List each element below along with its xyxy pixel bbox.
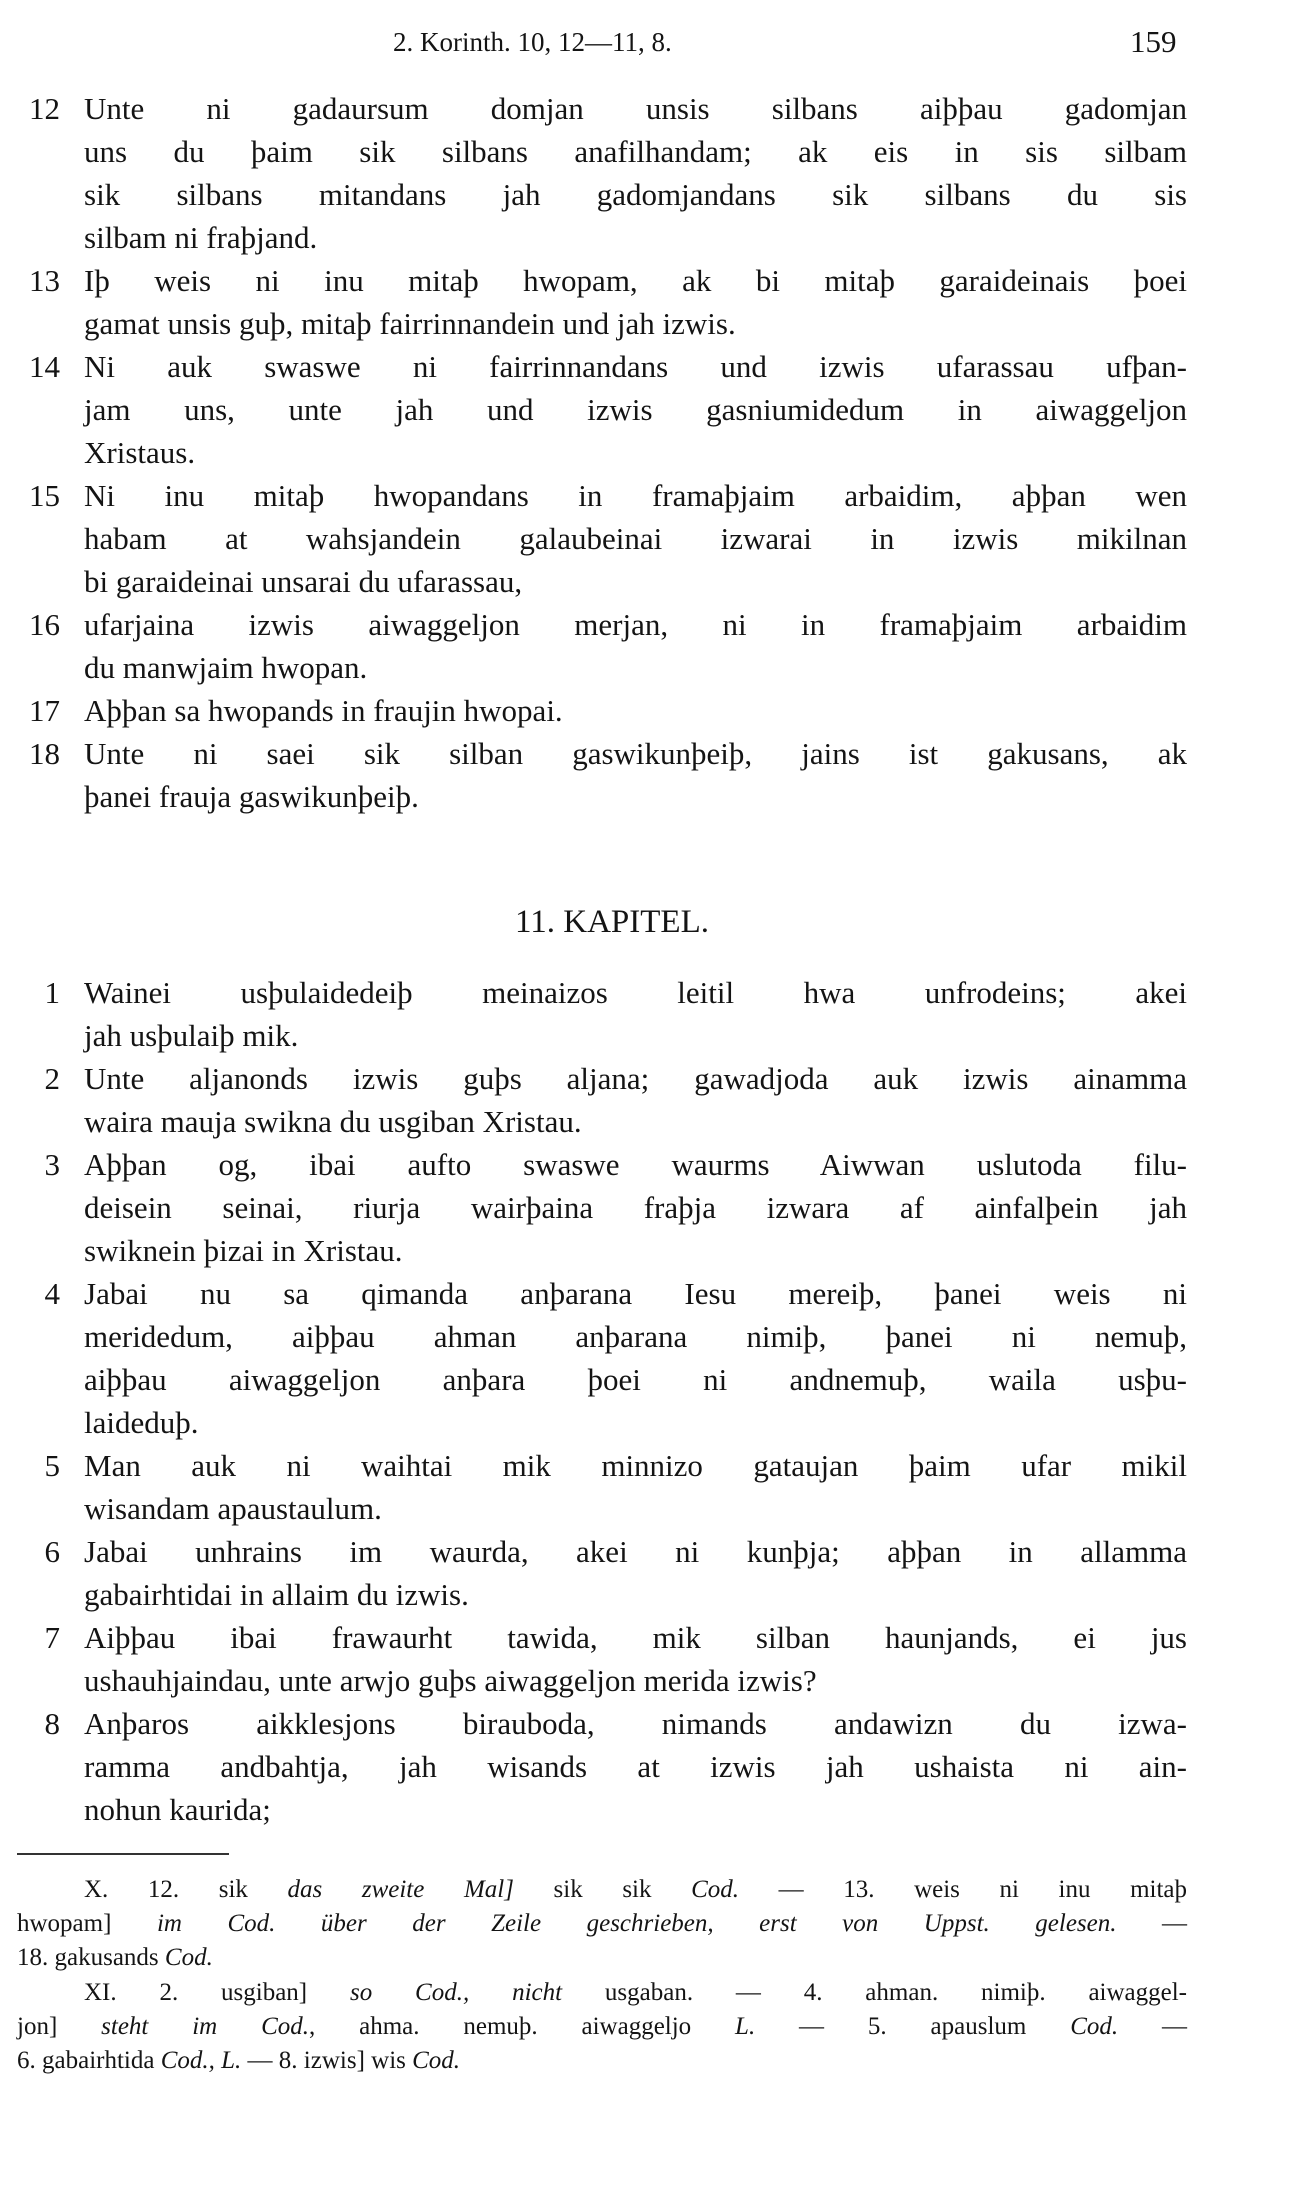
footnote-text: sik sik <box>513 1876 692 1903</box>
footnote-italic-text: steht im Cod. <box>101 2013 309 2040</box>
verse-number: 6 <box>44 1534 60 1569</box>
footnote-text <box>469 1979 512 2006</box>
chapter-title-text: 11. KAPITEL. <box>514 904 709 940</box>
running-head: 2. Korinth. 10, 12—11, 8. <box>393 27 672 57</box>
verse-number: 1 <box>44 975 60 1010</box>
verse-line: Ni auk swaswe ni fairrinnandans und izwis ufarassau ufþan- <box>84 349 1187 384</box>
footnote-italic-text: Cod. <box>164 1944 213 1971</box>
verse-line: Xristaus. <box>84 435 196 470</box>
footnote-line <box>17 2044 1187 2078</box>
verse-line: wisandam apaustaulum. <box>84 1491 382 1526</box>
verse-number: 18 <box>29 736 60 771</box>
verse-line: Aiþþau ibai frawaurht tawida, mik silban haunjands, ei jus <box>84 1620 1187 1655</box>
verse-number: 7 <box>44 1620 60 1655</box>
footnote-italic-text: im Cod. über der Zeile geschrieben, erst von Uppst. gelesen. <box>156 1910 1117 1937</box>
verse-line: sik silbans mitandans jah gadomjandans sik silbans du sis <box>84 177 1187 212</box>
verse-line: aiþþau aiwaggeljon anþara þoei ni andnemuþ, waila usþu- <box>84 1362 1187 1397</box>
footnote-divider <box>17 1853 229 1855</box>
page-number: 159 <box>1130 24 1177 59</box>
verse-number: 4 <box>44 1276 60 1311</box>
verse-line: deisein seinai, riurja wairþaina fraþja izwara af ainfalþein jah <box>84 1190 1187 1225</box>
verse-number: 2 <box>44 1061 60 1096</box>
verse-line: meridedum, aiþþau ahman anþarana nimiþ, þanei ni nemuþ, <box>84 1319 1187 1354</box>
verse-line: Anþaros aikklesjons birauboda, nimands andawizn du izwa- <box>84 1706 1187 1741</box>
verse-number: 5 <box>44 1448 60 1483</box>
footnote-line <box>17 2010 1187 2044</box>
verse-line: silbam ni fraþjand. <box>84 220 318 255</box>
verse-number: 8 <box>44 1706 60 1741</box>
footnote-text: — <box>1118 2013 1187 2040</box>
footnote-line <box>84 1976 1187 2010</box>
verse-line: laideduþ. <box>84 1405 199 1440</box>
verse-line: du manwjaim hwopan. <box>84 650 368 685</box>
footnote-italic-text: nicht <box>512 1979 563 2006</box>
footnote-text: , ahma. nemuþ. aiwaggeljo <box>309 2013 736 2040</box>
verse-number: 13 <box>29 263 60 298</box>
verse-line: Unte ni saei sik silban gaswikunþeiþ, jains ist gakusans, ak <box>84 736 1187 771</box>
footnote-text: — 5. apauslum <box>755 2013 1071 2040</box>
footnote-line <box>17 1907 1187 1941</box>
verse-line: gabairhtidai in allaim du izwis. <box>84 1577 469 1612</box>
footnote-italic-text: L. <box>735 2013 756 2040</box>
footnote-text: 6. gabairhtida <box>17 2047 161 2074</box>
verse-number: 12 <box>29 91 60 126</box>
verse-number: 14 <box>29 349 60 384</box>
footnote-text: X. 12. sik <box>84 1876 288 1903</box>
verse-line: ufarjaina izwis aiwaggeljon merjan, ni in framaþjaim arbaidim <box>84 607 1187 642</box>
verse-line: Jabai unhrains im waurda, akei ni kunþja; aþþan in allamma <box>84 1534 1187 1569</box>
verse-line: Aþþan sa hwopands in fraujin hwopai. <box>84 693 563 728</box>
verse-line: habam at wahsjandein galaubeinai izwarai in izwis mikilnan <box>84 521 1187 556</box>
verse-number: 15 <box>29 478 60 513</box>
verse-line: Unte aljanonds izwis guþs aljana; gawadjoda auk izwis ainamma <box>84 1061 1187 1096</box>
verse-line: jah usþulaiþ mik. <box>84 1018 299 1053</box>
footnote-italic-text: das zweite Mal] <box>287 1876 514 1903</box>
footnote-italic-text: Cod. <box>1070 2013 1119 2040</box>
footnote-text: — 8. izwis] wis <box>241 2047 413 2074</box>
verse-number: 16 <box>29 607 60 642</box>
footnote-text: XI. 2. usgiban] <box>84 1979 350 2006</box>
verse-line: waira mauja swikna du usgiban Xristau. <box>84 1104 582 1139</box>
verse-line: uns du þaim sik silbans anafilhandam; ak eis in sis silbam <box>84 134 1187 169</box>
footnote-line <box>84 1873 1187 1907</box>
footnote-text: hwopam] <box>17 1910 157 1937</box>
verse-line: nohun kaurida; <box>84 1792 271 1827</box>
footnote-italic-text: so Cod., <box>349 1979 470 2006</box>
verse-line: jam uns, unte jah und izwis gasniumidedum in aiwaggeljon <box>84 392 1187 427</box>
verse-number: 17 <box>29 693 60 728</box>
footnote-italic-text: Cod., L. <box>160 2047 242 2074</box>
verse-line: Iþ weis ni inu mitaþ hwopam, ak bi mitaþ garaideinais þoei <box>84 263 1187 298</box>
verse-line: swiknein þizai in Xristau. <box>84 1233 403 1268</box>
footnote-text: — <box>1116 1910 1188 1937</box>
footnote-line <box>17 1941 1187 1975</box>
footnote-text: 18. gakusands <box>17 1944 165 1971</box>
verse-line: Unte ni gadaursum domjan unsis silbans aiþþau gadomjan <box>84 91 1187 126</box>
verse-line: þanei frauja gaswikunþeiþ. <box>84 779 419 814</box>
chapter-title <box>0 900 1304 944</box>
footnote-italic-text: Cod. <box>412 2047 461 2074</box>
verse-line: ushauhjaindau, unte arwjo guþs aiwaggeljon merida izwis? <box>84 1663 817 1698</box>
verse-line: Aþþan og, ibai aufto swaswe waurms Aiwwan uslutoda filu- <box>84 1147 1187 1182</box>
verse-line: ramma andbahtja, jah wisands at izwis jah ushaista ni ain- <box>84 1749 1187 1784</box>
footnote-text: — 13. weis ni inu mitaþ <box>739 1876 1188 1903</box>
verse-line: Jabai nu sa qimanda anþarana Iesu mereiþ, þanei weis ni <box>84 1276 1187 1311</box>
footnote-text: usgaban. — 4. ahman. nimiþ. aiwaggel- <box>562 1979 1188 2006</box>
verse-line: Ni inu mitaþ hwopandans in framaþjaim arbaidim, aþþan wen <box>84 478 1187 513</box>
footnote-text: jon] <box>17 2013 102 2040</box>
verse-line: Man auk ni waihtai mik minnizo gataujan þaim ufar mikil <box>84 1448 1187 1483</box>
footnote-italic-text: Cod. <box>691 1876 740 1903</box>
verse-line: Wainei usþulaidedeiþ meinaizos leitil hwa unfrodeins; akei <box>84 975 1187 1010</box>
verse-number: 3 <box>44 1147 60 1182</box>
verse-line: gamat unsis guþ, mitaþ fairrinnandein und jah izwis. <box>84 306 736 341</box>
verse-line: bi garaideinai unsarai du ufarassau, <box>84 564 523 599</box>
